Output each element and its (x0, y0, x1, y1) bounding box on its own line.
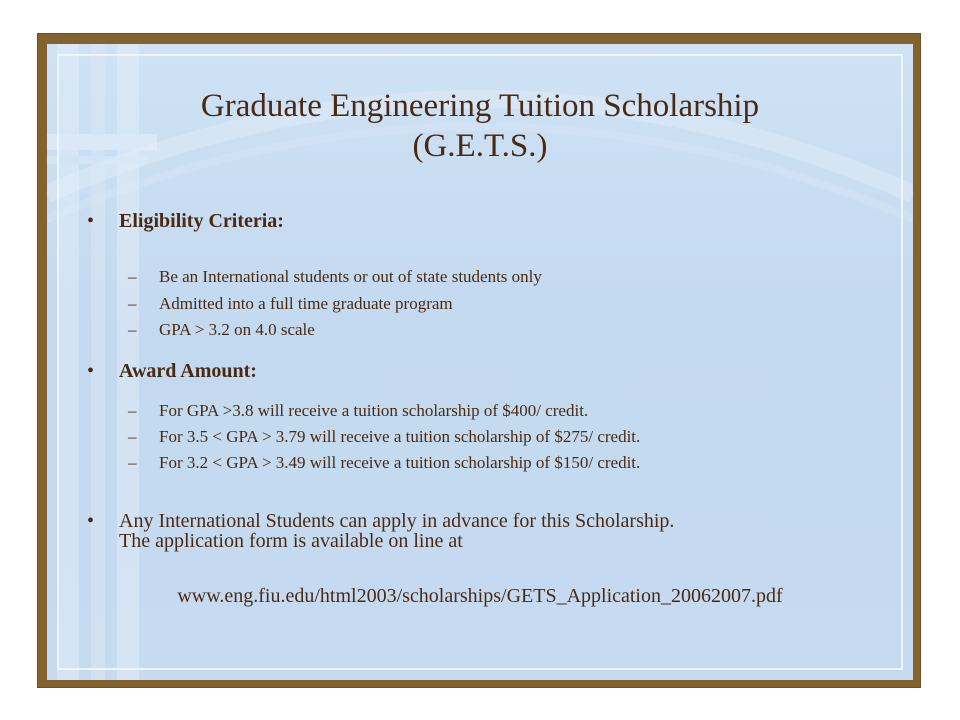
list-item-text: Admitted into a full time graduate program (159, 294, 453, 313)
dash-icon: – (128, 427, 137, 446)
apply-note-line-1: Any International Students can apply in advance for this Scholarship. (119, 510, 675, 532)
title-line-1: Graduate Engineering Tuition Scholarship (200, 88, 760, 124)
award-heading: Award Amount: (119, 360, 257, 382)
dash-icon: – (128, 453, 137, 472)
bullet-icon: • (87, 210, 95, 232)
list-item-text: For 3.2 < GPA > 3.49 will receive a tuition scholarship of $150/ credit. (159, 453, 641, 472)
bullet-icon: • (87, 360, 95, 382)
eligibility-heading: Eligibility Criteria: (119, 210, 284, 232)
slide-title (47, 86, 913, 166)
list-item-text: For 3.5 < GPA > 3.79 will receive a tuition scholarship of $275/ credit. (159, 427, 641, 446)
bullet-icon: • (87, 510, 95, 532)
title-line-2: (G.E.T.S.) (412, 128, 548, 164)
list-item-text: For GPA >3.8 will receive a tuition scholarship of $400/ credit. (159, 401, 589, 420)
dash-icon: – (128, 294, 137, 313)
application-link[interactable]: www.eng.fiu.edu/html2003/scholarships/GETS_Application_20062007.pdf (177, 585, 783, 607)
dash-icon: – (128, 267, 137, 286)
list-item-text: GPA > 3.2 on 4.0 scale (159, 320, 315, 339)
list-item-text: Be an International students or out of state students only (159, 267, 542, 286)
dash-icon: – (128, 401, 137, 420)
apply-note-line-2: The application form is available on line at (119, 530, 463, 552)
dash-icon: – (128, 320, 137, 339)
